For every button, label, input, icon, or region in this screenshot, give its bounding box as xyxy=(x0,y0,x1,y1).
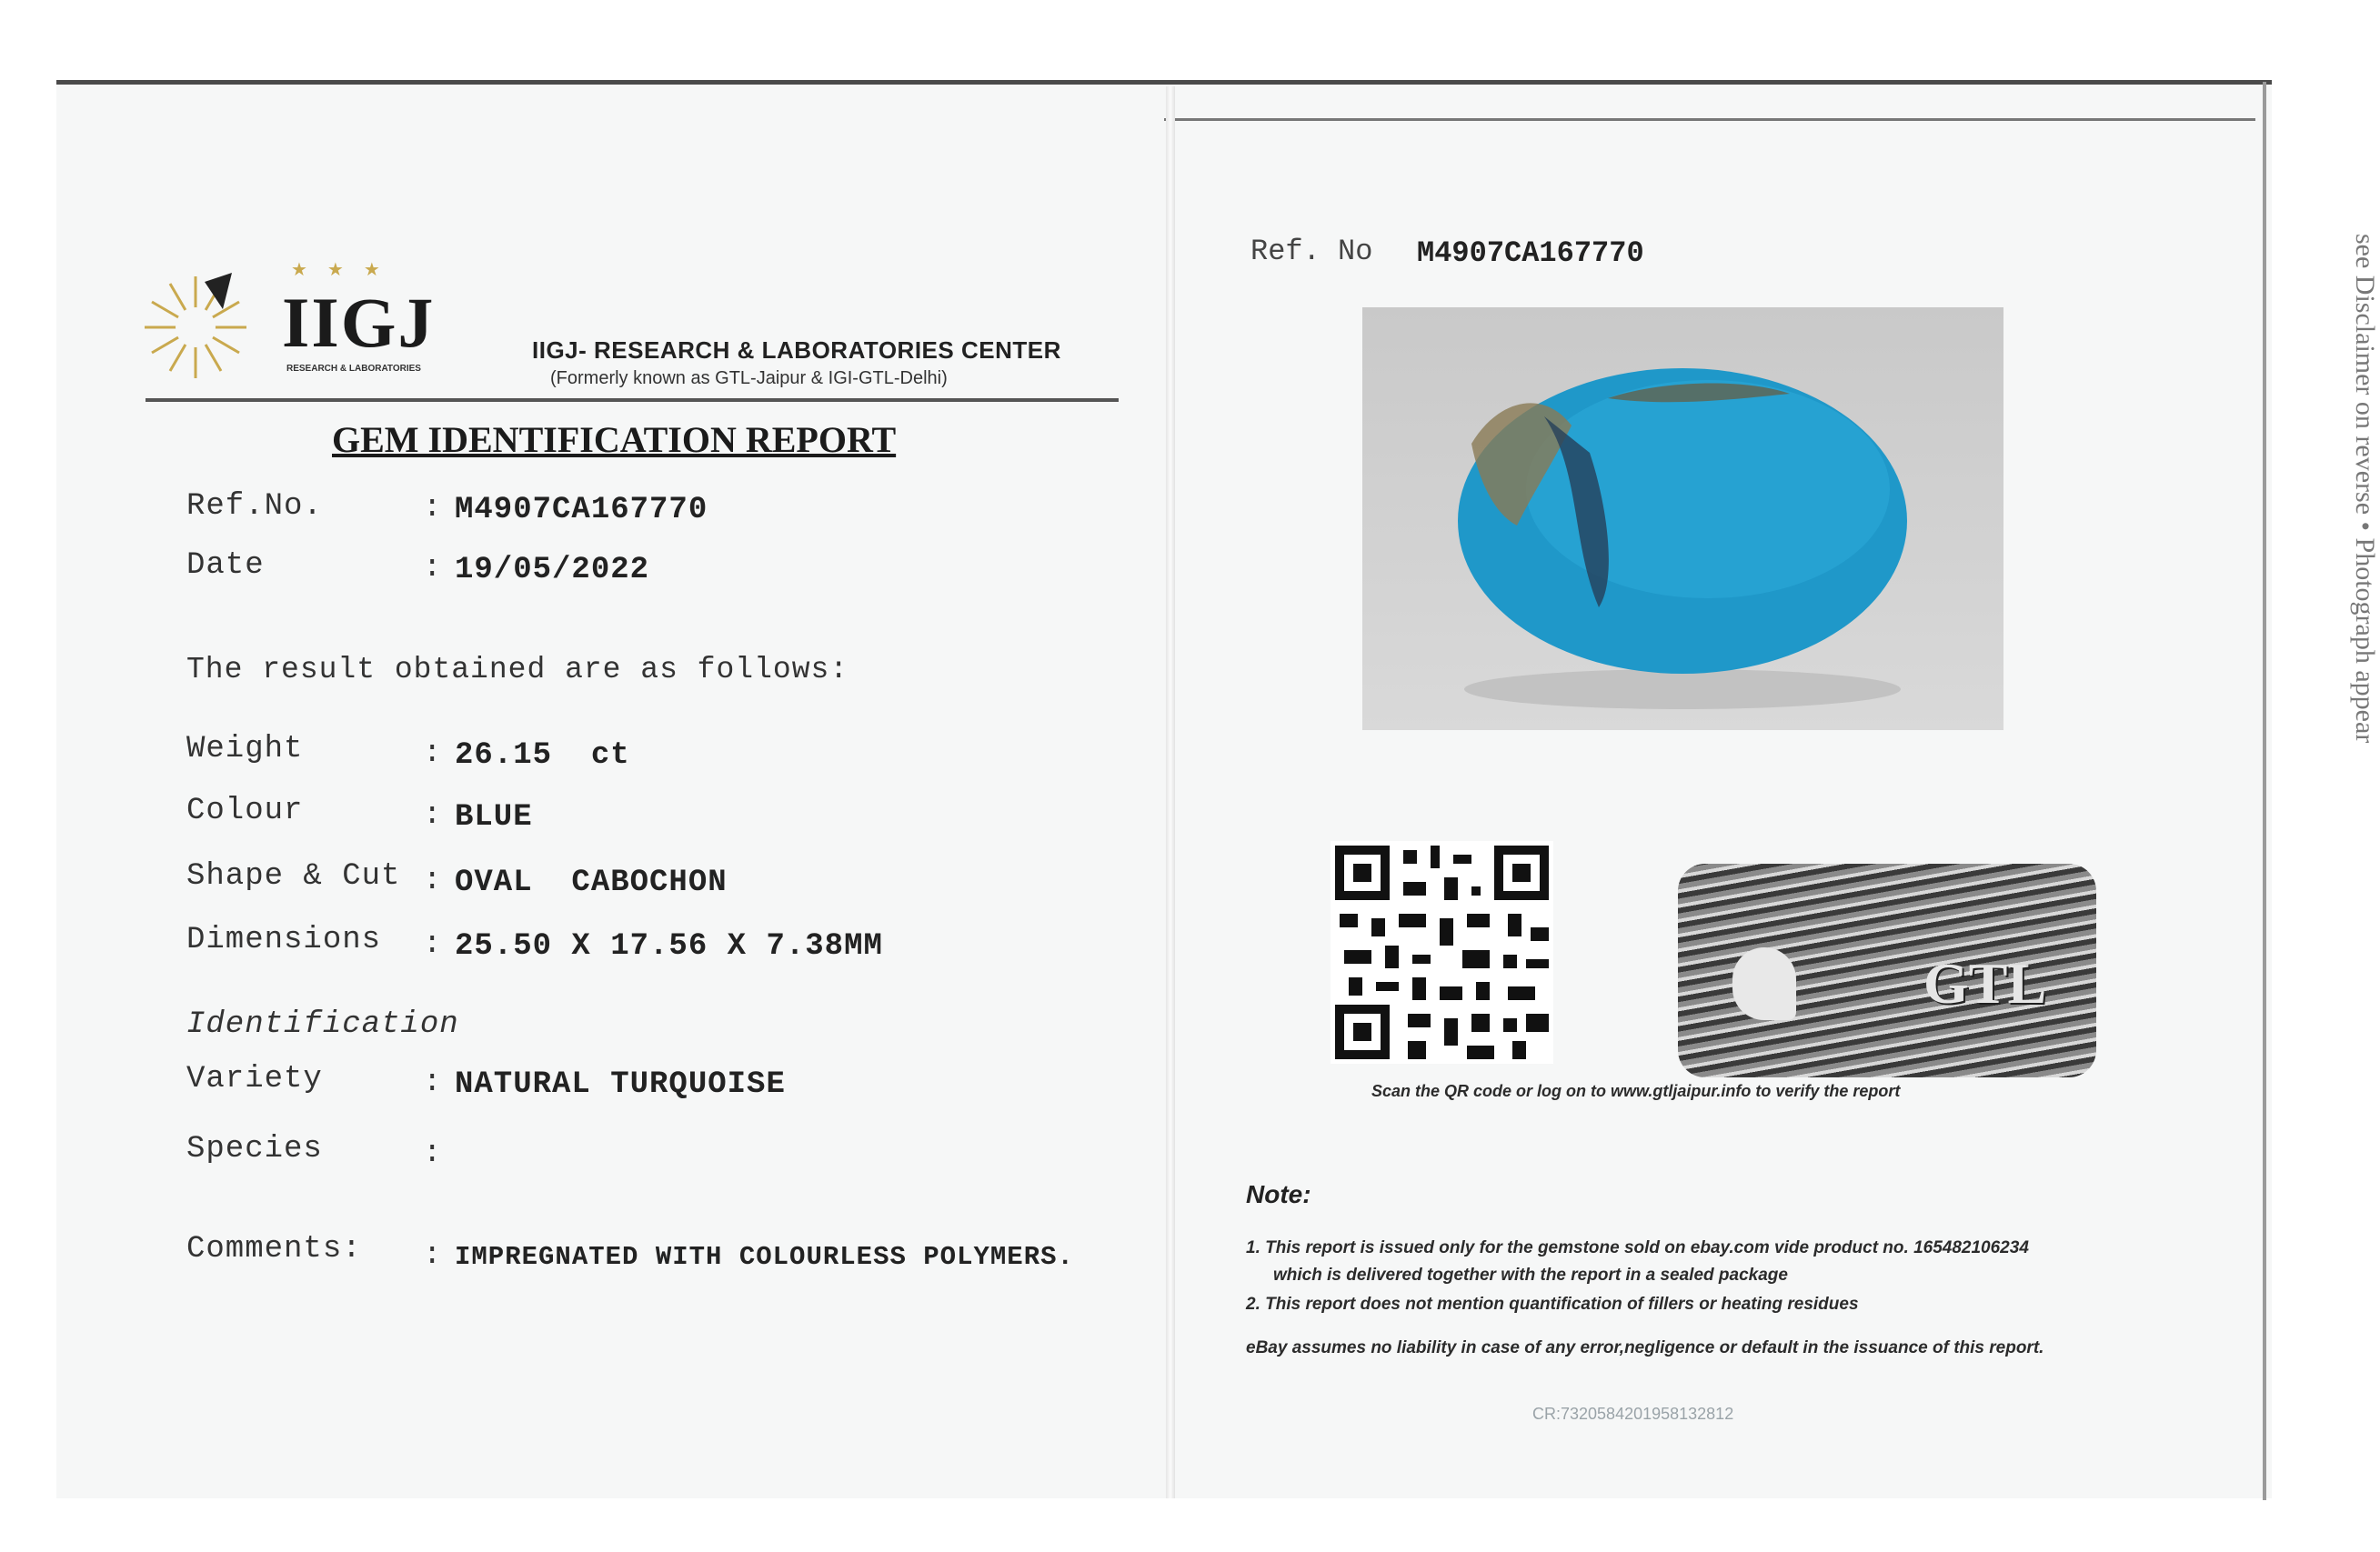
intro-text: The result obtained are as follows: xyxy=(186,653,849,686)
shape-label: Shape & Cut xyxy=(186,859,401,894)
ref-colon: : xyxy=(423,491,442,526)
shape-value: OVAL CABOCHON xyxy=(455,866,728,900)
right-ref-label: Ref. No xyxy=(1250,235,1373,268)
comments-colon: : xyxy=(423,1238,442,1273)
center-name: IIGJ- RESEARCH & LABORATORIES CENTER xyxy=(532,336,1061,364)
hologram-seal xyxy=(1678,864,2096,1077)
logo-stars: ★★★ xyxy=(291,260,400,280)
side-disclaimer: see Disclaimer on reverse • Photograph appear xyxy=(2350,234,2380,744)
right-panel-top-border xyxy=(1164,118,2255,121)
comments-value: IMPREGNATED WITH COLOURLESS POLYMERS. xyxy=(455,1242,1074,1272)
note-line-3: eBay assumes no liability in case of any error,negligence or default in the issuance of this report. xyxy=(1246,1338,2044,1357)
species-colon: : xyxy=(423,1136,442,1171)
footer-code: CR:7320584201958132812 xyxy=(1532,1405,1734,1423)
dimensions-value: 25.50 X 17.56 X 7.38MM xyxy=(455,929,883,964)
weight-label: Weight xyxy=(186,732,304,766)
header-divider xyxy=(146,398,1119,402)
hologram-text: GTL xyxy=(1923,951,2047,1016)
note-heading: Note: xyxy=(1246,1180,1311,1208)
qr-code-icon[interactable] xyxy=(1331,841,1553,1064)
species-label: Species xyxy=(186,1132,323,1167)
date-colon: : xyxy=(423,551,442,586)
scan-instructions: Scan the QR code or log on to www.gtljaipur.info to verify the report xyxy=(1371,1082,1901,1100)
ref-value: M4907CA167770 xyxy=(455,493,708,527)
shape-colon: : xyxy=(423,864,442,898)
center-fold xyxy=(1166,86,1175,1498)
sheet-right-border xyxy=(2263,82,2266,1500)
ref-label: Ref.No. xyxy=(186,489,323,524)
weight-value: 26.15 ct xyxy=(455,738,630,773)
variety-colon: : xyxy=(423,1066,442,1100)
colour-value: BLUE xyxy=(455,800,533,835)
date-label: Date xyxy=(186,548,265,583)
logo-subtext: RESEARCH & LABORATORIES xyxy=(286,364,421,374)
identification-heading: Identification xyxy=(186,1007,459,1042)
formerly-text: (Formerly known as GTL-Jaipur & IGI-GTL-Delhi) xyxy=(550,368,948,388)
note-line-1: 1. This report is issued only for the gemstone sold on ebay.com vide product no. 165482106234 xyxy=(1246,1238,2029,1257)
comments-label: Comments: xyxy=(186,1232,362,1267)
hologram-heart-icon xyxy=(1732,947,1796,1020)
date-value: 19/05/2022 xyxy=(455,553,650,587)
sheet-top-border xyxy=(56,80,2272,85)
logo-sunburst-icon xyxy=(141,273,250,382)
variety-label: Variety xyxy=(186,1062,323,1096)
gemstone-photo xyxy=(1362,307,2003,730)
dimensions-label: Dimensions xyxy=(186,923,382,957)
report-title: GEM IDENTIFICATION REPORT xyxy=(332,419,897,460)
colour-label: Colour xyxy=(186,794,304,828)
colour-colon: : xyxy=(423,798,442,833)
note-line-1b: which is delivered together with the report in a sealed package xyxy=(1273,1266,1788,1285)
dimensions-colon: : xyxy=(423,927,442,962)
right-ref-value: M4907CA167770 xyxy=(1417,236,1644,270)
weight-colon: : xyxy=(423,736,442,771)
note-line-2: 2. This report does not mention quantification of fillers or heating residues xyxy=(1246,1295,1859,1314)
logo-text: IIGJ xyxy=(282,283,436,362)
variety-value: NATURAL TURQUOISE xyxy=(455,1067,786,1102)
